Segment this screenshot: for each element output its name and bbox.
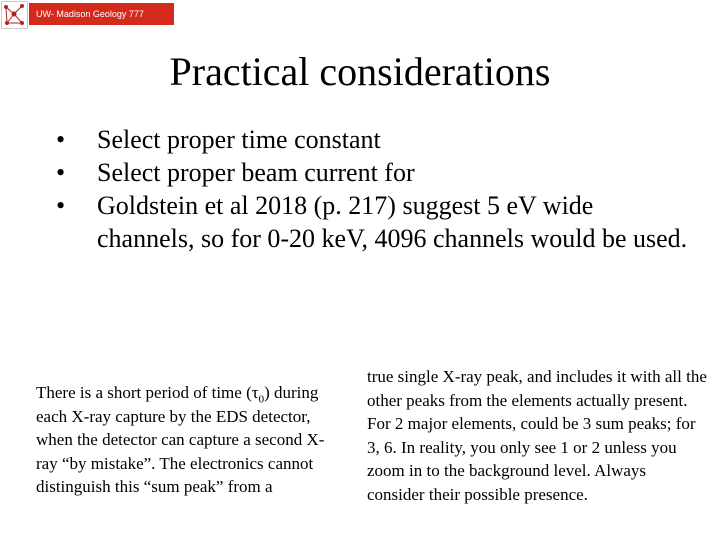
bullet-text: Goldstein et al 2018 (p. 217) suggest 5 eV wide channels, so for 0-20 keV, 4096 channels would be used. bbox=[97, 191, 688, 253]
bullet-item bbox=[56, 123, 696, 156]
bullet-icon: • bbox=[56, 191, 66, 220]
bullet-icon: • bbox=[56, 125, 66, 154]
sum-peak-explanation-left bbox=[36, 381, 346, 499]
left-text-start: There is a short period of time ( bbox=[36, 383, 252, 402]
sum-peak-explanation-right: true single X-ray peak, and includes it with all the other peaks from the elements actually present. For 2 major elements, could be 3 sum peaks; for 3, 6. In reality, you only see 1 or 2 unless you zoom in to the background level. Always consider their possible presence. bbox=[367, 367, 707, 504]
left-text-end: ) during each X-ray capture by the EDS detector, when the detector can capture a second X-ray “by mistake”. The electronics cannot distinguish this “sum peak” from a bbox=[36, 383, 325, 496]
bullet-text: Select proper time constant bbox=[97, 125, 381, 154]
crystal-structure-logo-icon bbox=[1, 1, 28, 29]
tau-symbol: τ bbox=[251, 383, 259, 402]
tau-subscript: 0 bbox=[258, 393, 265, 406]
bullet-text: Select proper beam current for bbox=[97, 158, 415, 187]
slide-title: Practical considerations bbox=[169, 49, 551, 94]
bullet-item bbox=[56, 156, 696, 189]
course-banner: UW- Madison Geology 777 bbox=[29, 3, 174, 25]
bullet-item bbox=[56, 189, 696, 255]
bullet-icon: • bbox=[56, 158, 66, 187]
bullet-list bbox=[56, 123, 696, 255]
